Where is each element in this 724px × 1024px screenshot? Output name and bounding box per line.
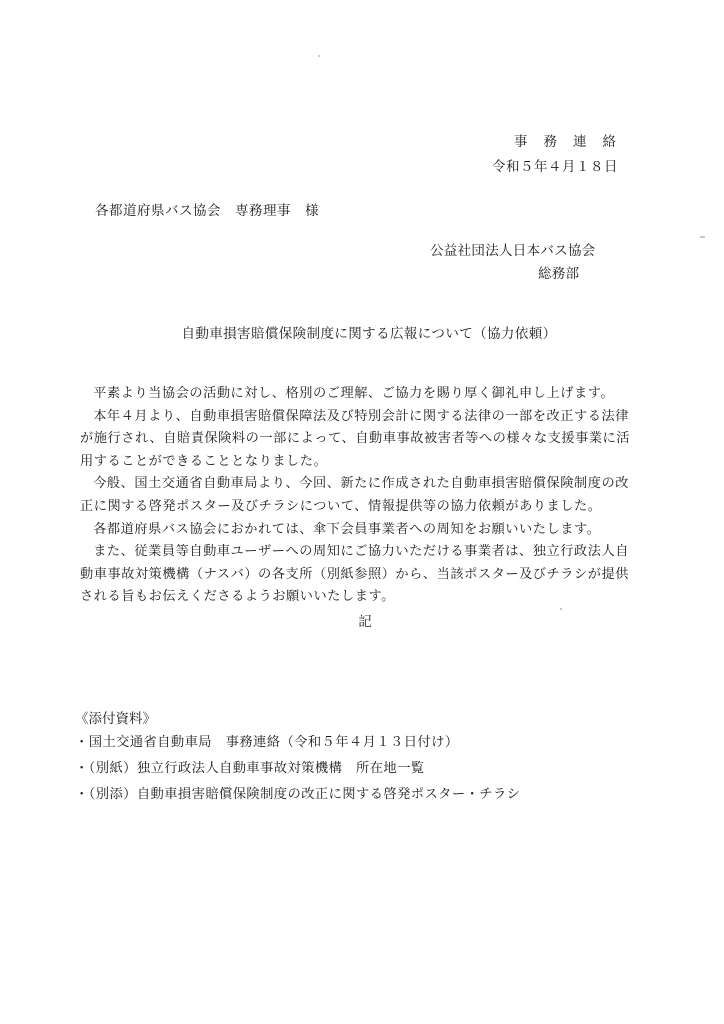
attachment-item: ・国土交通省自動車局 事務連絡（令和５年４月１３日付け）	[75, 735, 459, 750]
attachment-item: ・（別紙）独立行政法人自動車事故対策機構 所在地一覧	[75, 761, 425, 776]
ki-marker: 記	[358, 614, 372, 630]
attachments-heading: 《添付資料》	[75, 711, 156, 727]
body-paragraph: また、従業員等自動車ユーザーへの周知にご協力いただける事業者は、独立行政法人自動車事故対策機構（ナスバ）の各支所（別紙参照）から、当該ポスター及びチラシが提供される旨もお伝えくださるようお願いいたします。	[80, 544, 629, 605]
body-text	[80, 383, 640, 609]
scan-mark	[700, 236, 705, 238]
sender-department: 総務部	[538, 266, 580, 282]
document-type: 事務連絡	[514, 134, 632, 150]
subject-line: 自動車損害賠償保険制度に関する広報について（協力依頼）	[181, 326, 557, 342]
sender-organization: 公益社団法人日本バス協会	[430, 243, 596, 259]
body-paragraph: 本年４月より、自動車損害賠償保障法及び特別会計に関する法律の一部を改正する法律が施行され、自賠責保険料の一部によって、自動車事故被害者等への様々な支援事業に活用することができることとなりました。	[80, 408, 631, 469]
attachments-list	[75, 730, 520, 808]
body-paragraph: 平素より当協会の活動に対し、格別のご理解、ご協力を賜り厚く御礼申し上げます。	[93, 386, 615, 401]
body-paragraph: 今般、国土交通省自動車局より、今回、新たに作成された自動車損害賠償保険制度の改正に関する啓発ポスター及びチラシについて、情報提供等の協力依頼がありました。	[80, 476, 629, 514]
scan-mark	[560, 608, 562, 610]
body-paragraph: 各都道府県バス協会におかれては、傘下会員事業者への周知をお願いいたします。	[93, 521, 601, 537]
recipient: 各都道府県バス協会 専務理事 様	[95, 203, 319, 219]
document-date: 令和５年４月１８日	[492, 159, 618, 175]
scan-mark	[318, 55, 320, 57]
attachment-item: ・（別添）自動車損害賠償保険制度の改正に関する啓発ポスター・チラシ	[75, 787, 521, 802]
